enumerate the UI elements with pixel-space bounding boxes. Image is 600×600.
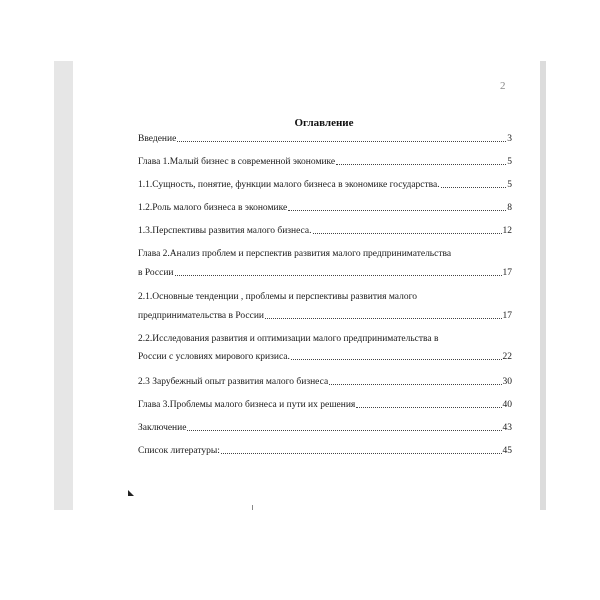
toc-entry-text: России с условиях мирового кризиса.: [138, 352, 290, 362]
toc-entry[interactable]: [138, 445, 512, 457]
toc-leader-dots: [313, 225, 502, 234]
toc-entry-page: 12: [502, 226, 512, 236]
toc-entry-page: 40: [502, 400, 512, 410]
toc-entry-text: 1.3.Перспективы развития малого бизнеса.: [138, 226, 312, 236]
toc-entry-text: Введение: [138, 134, 177, 144]
toc-entry[interactable]: [138, 422, 512, 434]
toc-leader-dots: [265, 310, 501, 319]
toc-entry-page: 17: [502, 268, 512, 278]
toc-entry[interactable]: [138, 133, 512, 145]
toc-entry[interactable]: [138, 310, 512, 322]
toc-entry-text-line1: 2.2.Исследования развития и оптимизации малого предпринимательства в: [138, 334, 439, 344]
toc-entry[interactable]: [138, 267, 512, 279]
toc-entry-text: 2.3 Зарубежный опыт развития малого бизнеса: [138, 377, 329, 387]
toc-leader-dots: [329, 376, 501, 385]
toc-entry-text: 1.2.Роль малого бизнеса в экономике: [138, 203, 288, 213]
toc-entry-page: 5: [507, 157, 512, 167]
toc-entry-text: Глава 1.Малый бизнес в современной экономике: [138, 157, 336, 167]
toc-entry-page: 43: [502, 423, 512, 433]
toc-entry-text: предпринимательства в России: [138, 311, 265, 321]
toc-entry-text: Заключение: [138, 423, 187, 433]
toc-leader-dots: [221, 445, 502, 454]
toc-entry[interactable]: [138, 351, 512, 363]
toc-leader-dots: [175, 267, 502, 276]
toc-leader-dots: [356, 399, 501, 408]
toc-leader-dots: [288, 202, 506, 211]
toc-entry-page: 17: [502, 311, 512, 321]
toc-entry[interactable]: [138, 156, 512, 168]
toc-title: Оглавление: [294, 117, 354, 129]
ruler-tick: [252, 505, 253, 510]
toc-leader-dots: [291, 351, 502, 360]
toc-entry-page: 30: [502, 377, 512, 387]
scrollbar-track[interactable]: [540, 61, 546, 510]
toc-entry-text: в России: [138, 268, 174, 278]
toc-entry-text: 1.1.Сущность, понятие, функции малого бизнеса в экономике государства.: [138, 180, 440, 190]
page-number: 2: [500, 80, 506, 92]
toc-entry-text: Список литературы:: [138, 446, 220, 456]
toc-entry-page: 45: [502, 446, 512, 456]
toc-entry[interactable]: [138, 376, 512, 388]
toc-entry[interactable]: [138, 202, 512, 214]
toc-entry-page: 5: [507, 180, 512, 190]
toc-entry-text-line1: 2.1.Основные тенденции , проблемы и перспективы развития малого: [138, 292, 417, 302]
toc-entry-page: 3: [507, 134, 512, 144]
toc-leader-dots: [336, 156, 506, 165]
toc-entry-page: 8: [507, 203, 512, 213]
text-boundary-marker-icon: [128, 490, 134, 496]
toc-entry[interactable]: [138, 179, 512, 191]
toc-entry-page: 22: [502, 352, 512, 362]
toc-leader-dots: [177, 133, 506, 142]
toc-entry-text-line1: Глава 2.Анализ проблем и перспектив развития малого предпринимательства: [138, 249, 452, 259]
toc-entry-text: Глава 3.Проблемы малого бизнеса и пути их решения: [138, 400, 356, 410]
toc-leader-dots: [187, 422, 501, 431]
toc-entry[interactable]: [138, 225, 512, 237]
toc-leader-dots: [441, 179, 507, 188]
toc-entry[interactable]: [138, 399, 512, 411]
